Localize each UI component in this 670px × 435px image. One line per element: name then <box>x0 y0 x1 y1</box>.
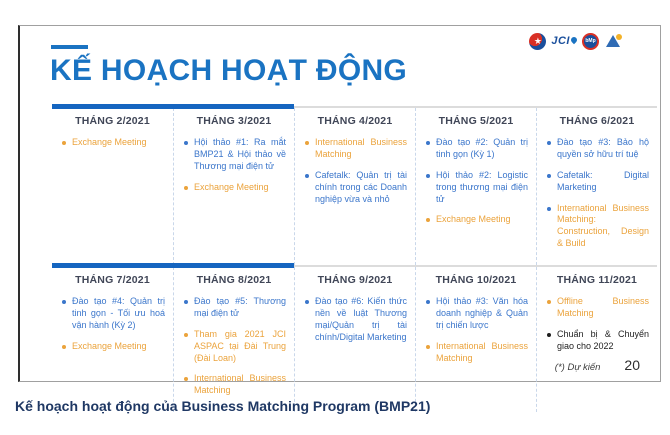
activity-item <box>184 182 286 194</box>
month-header: THÁNG 10/2021 <box>435 274 517 286</box>
logo-strip <box>529 31 622 51</box>
month-header: THÁNG 5/2021 <box>438 115 514 127</box>
plan-row-2 <box>52 265 657 412</box>
bullet-icon <box>547 207 551 211</box>
bullet-icon <box>184 141 188 145</box>
activity-item <box>426 214 528 226</box>
activity-item <box>305 170 407 206</box>
month-header: THÁNG 11/2021 <box>556 274 638 286</box>
month-column <box>294 267 415 412</box>
bullet-icon <box>184 186 188 190</box>
month-column <box>173 267 294 412</box>
activity-text: Hội thảo #3: Văn hóa doanh nghiệp & Quản trị chiến lược <box>436 296 528 330</box>
slide-footer <box>555 357 640 373</box>
month-header: THÁNG 7/2021 <box>75 274 150 286</box>
month-header: THÁNG 8/2021 <box>196 274 272 286</box>
activity-item <box>547 170 649 194</box>
plan-row-1 <box>52 106 657 265</box>
bullet-icon <box>62 141 66 145</box>
month-header: THÁNG 9/2021 <box>317 274 393 286</box>
aspac-mountain-logo <box>604 33 622 49</box>
activity-text: Đào tạo #5: Thương mại điện tử <box>194 296 286 318</box>
activity-text: Đào tạo #3: Bảo hộ quyền sở hữu trí tuệ <box>557 137 649 159</box>
activity-text: Exchange Meeting <box>72 340 147 351</box>
activity-text: Chuẩn bị & Chuyển giao cho 2022 <box>557 328 649 351</box>
month-column <box>415 267 536 412</box>
month-column <box>294 108 415 265</box>
jci-wordmark-logo <box>551 35 577 47</box>
bullet-icon <box>426 300 430 304</box>
bullet-icon <box>426 218 430 222</box>
bullet-icon <box>547 174 551 178</box>
activity-item <box>547 296 649 320</box>
bmp-logo: bMp <box>582 33 599 50</box>
bullet-icon <box>426 345 430 349</box>
activity-text: Đào tạo #6: Kiến thức nền về luật Thương mại/Quản trị tài chính/Digital Marketing <box>315 296 407 342</box>
bullet-icon <box>184 300 188 304</box>
activity-text: Hội thảo #1: Ra mắt BMP21 & Hội thảo về Thương mại điện tử <box>194 137 286 171</box>
activity-text: International Business Matching <box>194 373 286 396</box>
bullet-icon <box>184 377 188 381</box>
jci-wordmark-text: JCI <box>551 35 570 47</box>
activity-item <box>305 137 407 161</box>
month-header: THÁNG 2/2021 <box>75 115 150 127</box>
month-header: THÁNG 3/2021 <box>196 115 272 127</box>
activity-item <box>547 137 649 161</box>
activity-item <box>305 296 407 344</box>
month-column <box>52 108 173 265</box>
bullet-icon <box>62 345 66 349</box>
activity-item <box>184 329 286 365</box>
bullet-icon <box>305 174 309 178</box>
bullet-icon <box>62 300 66 304</box>
activity-text: Cafetalk: Digital Marketing <box>557 169 649 192</box>
bullet-icon <box>426 174 430 178</box>
activity-item <box>547 329 649 353</box>
activity-item <box>426 137 528 161</box>
activity-item <box>184 373 286 397</box>
activity-text: Offline Business Matching <box>557 296 649 318</box>
activity-text: Cafetalk: Quản trị tài chính trong các Doanh nghiệp vừa và nhỏ <box>315 169 407 204</box>
bullet-icon <box>305 300 309 304</box>
activity-text: Exchange Meeting <box>72 137 147 147</box>
title-accent-dash <box>51 45 88 49</box>
activity-text: Exchange Meeting <box>194 181 269 192</box>
activity-text: Tham gia 2021 JCI ASPAC tại Đài Trung (Đài Loan) <box>194 328 286 363</box>
activity-item <box>426 341 528 365</box>
figure-caption: Kế hoạch hoạt động của Business Matching Program (BMP21) <box>15 398 431 414</box>
activity-text: Đào tạo #4: Quản trị tinh gọn - Tối ưu hoá vận hành (Kỳ 2) <box>72 296 165 330</box>
activity-text: International Business Matching <box>315 137 407 159</box>
activity-text: International Business Matching: Construction, Design & Build <box>557 202 649 249</box>
activity-item <box>426 296 528 332</box>
location-pin-icon <box>570 36 578 44</box>
activity-item <box>184 296 286 320</box>
jci-vietnam-badge-logo: ★ <box>529 33 546 50</box>
bullet-icon <box>184 333 188 337</box>
month-column <box>536 108 657 265</box>
slide-title: KẾ HOẠCH HOẠT ĐỘNG <box>50 54 408 87</box>
month-header: THÁNG 4/2021 <box>317 115 393 127</box>
page-number: 20 <box>624 357 640 373</box>
month-column <box>173 108 294 265</box>
bullet-icon <box>547 141 551 145</box>
activity-text: Hội thảo #2: Logistic trong thương mại điện tử <box>436 169 528 204</box>
month-column <box>52 267 173 412</box>
activity-text: Đào tạo #2: Quản trị tinh gọn (Kỳ 1) <box>436 137 528 159</box>
activity-item <box>62 341 165 353</box>
month-column <box>536 267 657 412</box>
activity-item <box>62 296 165 332</box>
activity-text: Exchange Meeting <box>436 214 511 225</box>
activity-item <box>62 137 165 149</box>
activity-item <box>426 170 528 206</box>
bullet-icon <box>426 141 430 145</box>
month-column <box>415 108 536 265</box>
footnote-expected: (*) Dự kiến <box>554 362 601 373</box>
slide <box>18 25 661 396</box>
activity-text: International Business Matching <box>436 340 528 363</box>
bullet-icon <box>305 141 309 145</box>
activity-item <box>184 137 286 173</box>
sun-icon <box>616 34 622 40</box>
activity-item <box>547 203 649 251</box>
bullet-icon <box>547 300 551 304</box>
bullet-icon <box>547 333 551 337</box>
month-header: THÁNG 6/2021 <box>559 115 635 127</box>
